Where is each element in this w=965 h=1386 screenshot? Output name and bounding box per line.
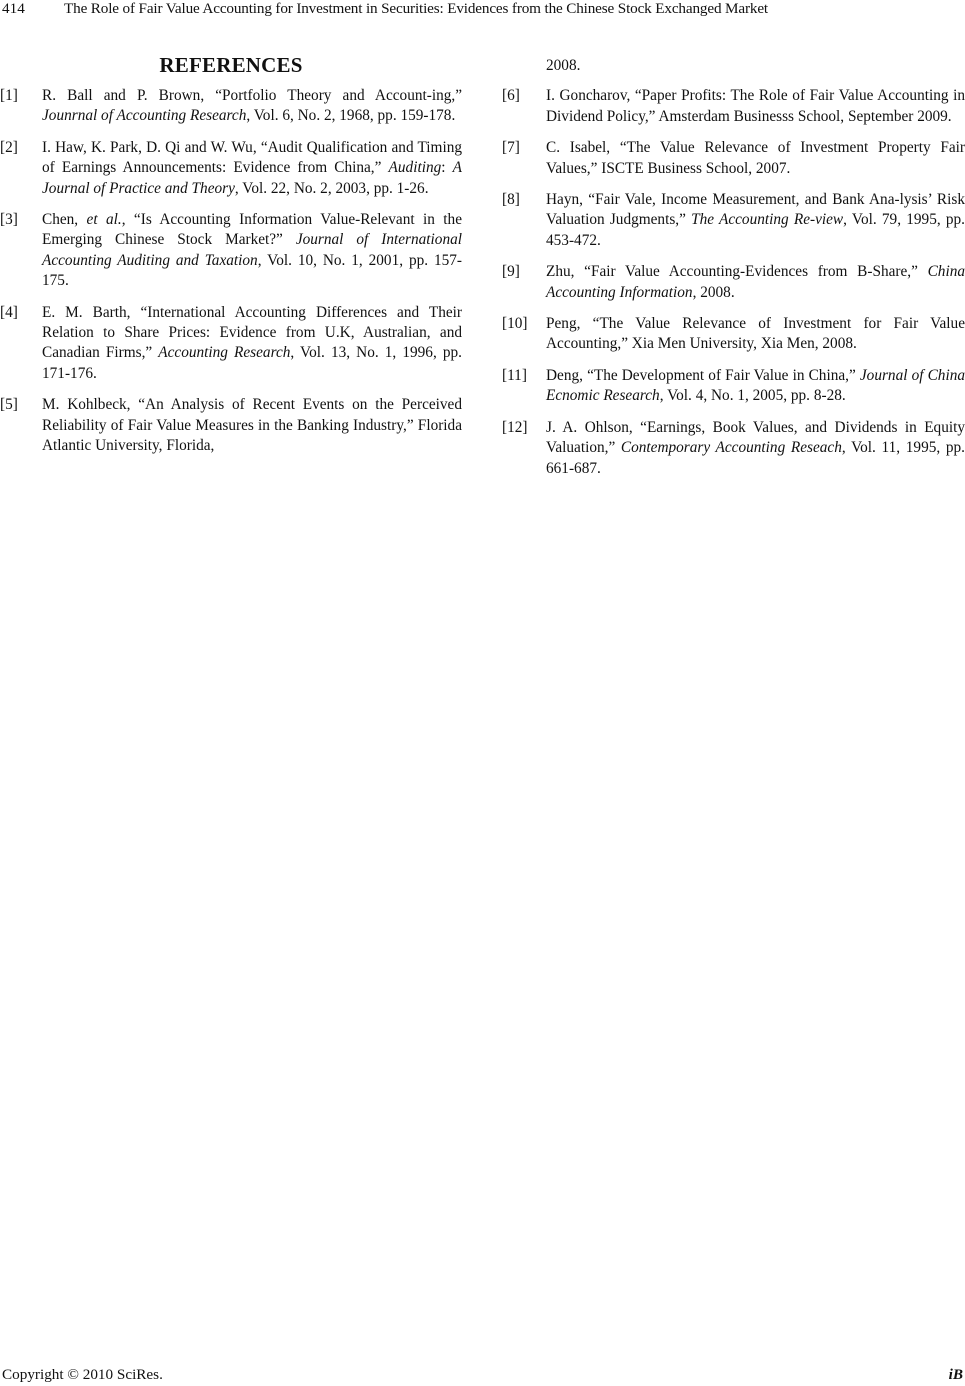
reference-item (0, 395, 462, 456)
reference-text-segment: I. Goncharov, “Paper Profits: The Role of Fair Value Accounting in Dividend Policy,” Amsterdam Businesss School, September 2009. (546, 87, 965, 125)
right-column (502, 56, 965, 490)
reference-text-segment: Hayn, “Fair Vale, Income Measurement, and Bank Ana-lysis’ Risk Valuation Judgments,” (546, 191, 965, 229)
reference-text (546, 367, 965, 404)
reference-item (0, 138, 462, 199)
reference-text-segment: C. Isabel, “The Value Relevance of Investment Property Fair Values,” ISCTE Business School, 2007. (546, 139, 965, 177)
reference-text-segment: R. Ball and P. Brown, “Portfolio Theory and Account-ing,” (42, 87, 462, 104)
reference-item (502, 138, 965, 179)
reference-number: [5] (0, 396, 18, 414)
reference-text (42, 87, 462, 124)
reference-number: [12] (502, 418, 528, 436)
reference-number: [2] (0, 138, 18, 156)
reference-text (546, 263, 965, 300)
reference-text-segment: , 2008. (692, 283, 735, 301)
reference-text-segment: , Vol. 22, No. 2, 2003, pp. 1-26. (234, 179, 429, 197)
reference-text (546, 87, 965, 124)
reference-text-segment: , Vol. 6, No. 2, 1968, pp. 159-178. (246, 107, 456, 125)
reference-title-italic: et al. (86, 211, 122, 229)
reference-title-italic: Journal of International Accounting Auditing and Taxation (42, 231, 462, 269)
reference-text-segment: : (441, 159, 453, 177)
reference-number: [8] (502, 191, 520, 209)
reference-item (502, 262, 965, 303)
reference-item (0, 210, 462, 292)
reference-number: [7] (502, 139, 520, 157)
reference-text (546, 191, 965, 249)
reference-text (546, 419, 965, 477)
reference-item (502, 366, 965, 407)
reference-number: [6] (502, 87, 520, 105)
page-footer (0, 1366, 965, 1386)
reference-text-segment: , “Is Accounting Information Value-Relevant in the Emerging Chinese Stock Market?” (42, 211, 462, 249)
reference-title-italic: China Accounting Information (546, 263, 965, 301)
reference-text (546, 139, 965, 176)
copyright-notice: Copyright © 2010 SciRes. (2, 1366, 163, 1383)
reference-number: [10] (502, 315, 528, 333)
reference-title-italic: The Accounting Re-view (691, 211, 844, 229)
reference-text-segment: Peng, “The Value Relevance of Investment for Fair Value Accounting,” Xia Men University, Xia Men, 2008. (546, 315, 965, 353)
reference-text-segment: Deng, “The Development of Fair Value in China,” (546, 366, 860, 384)
reference-number: [3] (0, 211, 18, 229)
journal-abbrev: iB (948, 1366, 963, 1383)
page-number: 414 (2, 0, 25, 17)
running-title: The Role of Fair Value Accounting for Investment in Securities: Evidences from the Chinese Stock Exchanged Market (64, 0, 768, 17)
reference-text-segment: I. Haw, K. Park, D. Qi and W. Wu, “Audit Qualification and Timing of Earnings Announcements: Evidence from China,” (42, 138, 462, 177)
reference-continuation: 2008. (546, 57, 581, 74)
reference-text-segment: Chen, (42, 211, 87, 229)
reference-number: [11] (502, 366, 527, 384)
reference-item (502, 86, 965, 127)
running-header (0, 0, 965, 22)
reference-text (42, 211, 462, 289)
reference-item (502, 314, 965, 355)
reference-text (42, 139, 462, 197)
reference-title-italic: Auditing (388, 159, 442, 177)
reference-text (42, 396, 462, 454)
reference-item (0, 303, 462, 385)
reference-text-segment: M. Kohlbeck, “An Analysis of Recent Events on the Perceived Reliability of Fair Value Measures in the Banking Industry,” Florida Atlantic University, Florida, (42, 396, 462, 455)
reference-number: [4] (0, 303, 18, 321)
reference-text-segment: , Vol. 11, 1995, pp. 661-687. (546, 439, 965, 477)
reference-list-left (0, 86, 462, 457)
references-heading: REFERENCES (159, 53, 303, 77)
reference-title-italic: Contemporary Accounting Reseach (620, 439, 842, 457)
reference-text-segment: E. M. Barth, “International Accounting Differences and Their Relation to Share Prices: Evidence from U.K, Australian, and Canadian Firms,” (42, 303, 462, 362)
reference-item (0, 86, 462, 127)
reference-text-segment: , Vol. 4, No. 1, 2005, pp. 8-28. (659, 387, 846, 405)
reference-title-italic: Jounrnal of Accounting Research (42, 107, 247, 125)
reference-number: [1] (0, 87, 18, 104)
reference-text (42, 304, 462, 382)
reference-number: [9] (502, 263, 520, 281)
reference-text-segment: J. A. Ohlson, “Earnings, Book Values, and Dividends in Equity Valuation,” (546, 418, 965, 457)
reference-title-italic: Journal of China Ecnomic Research (546, 366, 965, 405)
reference-text-segment: , Vol. 10, No. 1, 2001, pp. 157-175. (42, 251, 463, 290)
reference-item (502, 190, 965, 251)
reference-text-segment: , Vol. 79, 1995, pp. 453-472. (546, 211, 965, 249)
left-column (0, 52, 462, 468)
reference-text-segment: , Vol. 13, No. 1, 1996, pp. 171-176. (42, 344, 462, 382)
reference-title-italic: A Journal of Practice and Theory (42, 159, 462, 197)
reference-list-right (502, 86, 965, 479)
reference-text-segment: Zhu, “Fair Value Accounting-Evidences from B-Share,” (546, 263, 928, 281)
reference-title-italic: Accounting Research (158, 344, 291, 362)
reference-text (546, 315, 965, 352)
reference-item (502, 418, 965, 479)
